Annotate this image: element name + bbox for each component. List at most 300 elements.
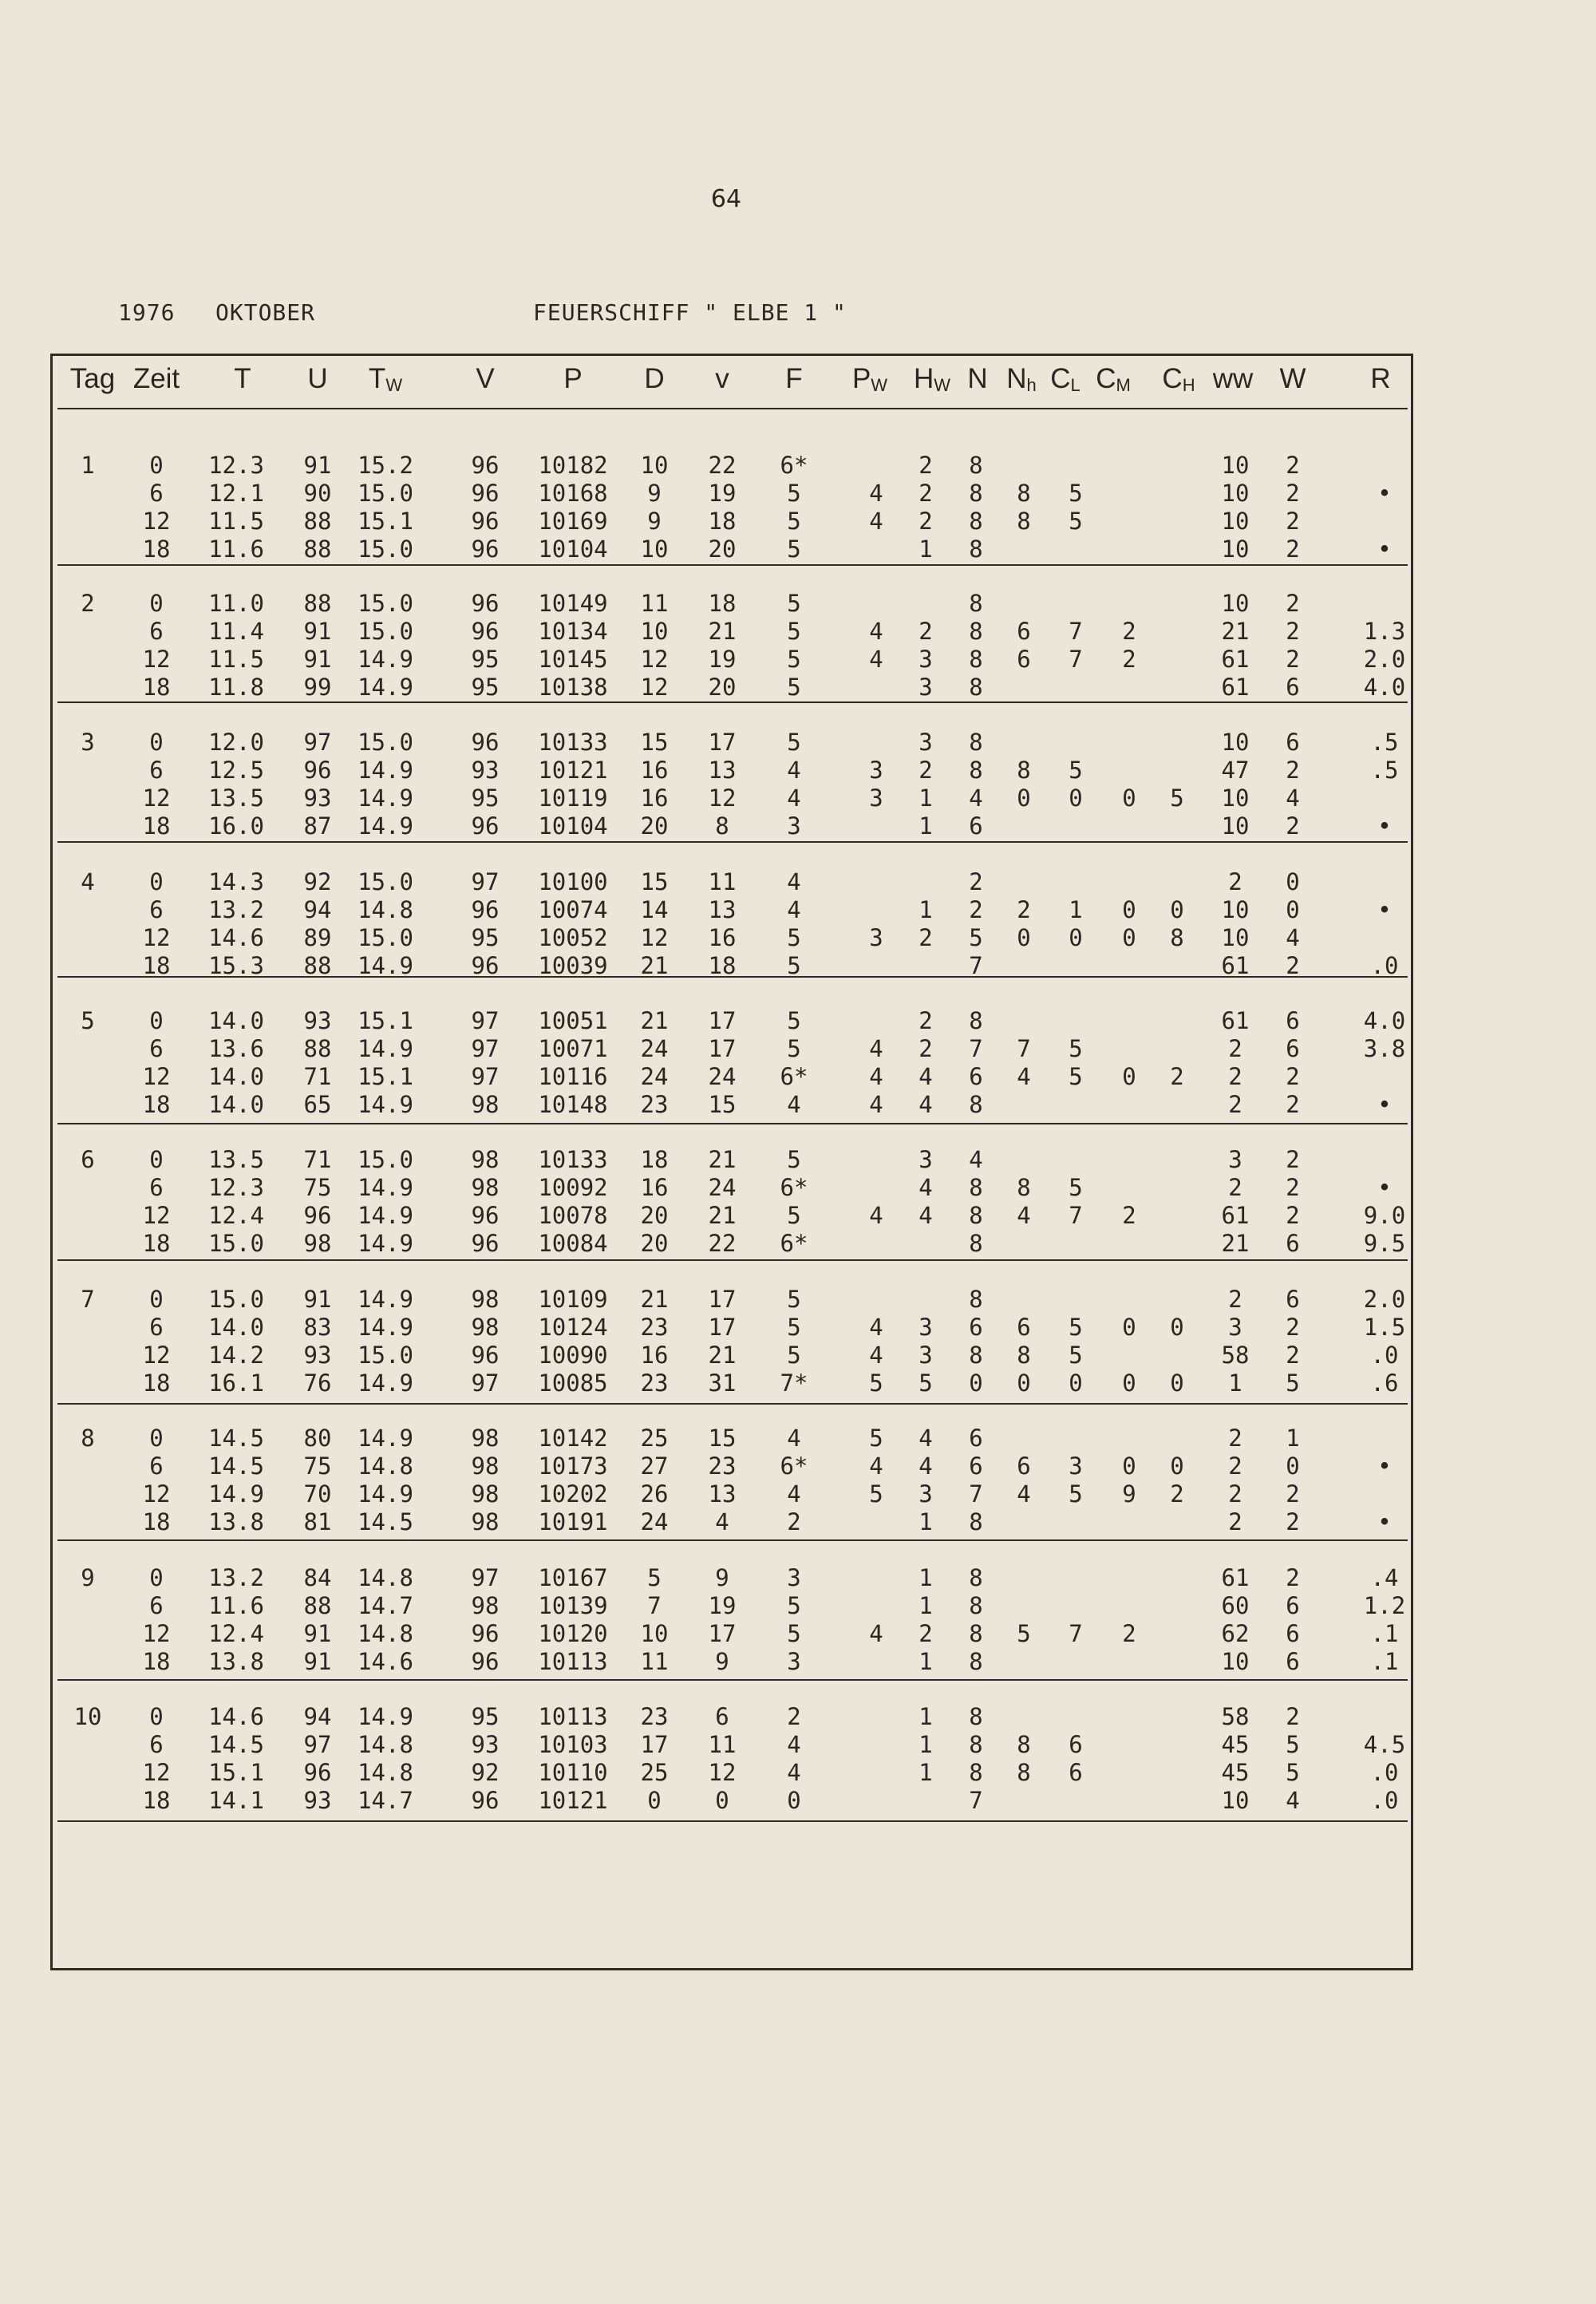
day-separator [57,564,1408,566]
column-header [698,363,746,395]
table-cell: 7* [780,1369,808,1397]
table-cell: 6* [780,452,808,479]
table-cell: 4 [869,480,883,507]
page-number: 64 [710,185,742,213]
column-header-main: Zeit [132,363,180,394]
table-cell: 2 [1286,1564,1300,1591]
table-cell: 14.8 [358,1620,413,1647]
table-cell: 8 [969,452,983,479]
table-cell: 16 [640,1342,669,1369]
table-cell: 13.8 [208,1648,264,1675]
table-cell: 96 [471,535,500,563]
table-cell: 3 [869,924,883,951]
table-cell: 15.0 [208,1230,264,1257]
table-cell: 22 [708,1230,737,1257]
column-header-main: v [715,363,729,394]
table-cell: 18 [708,590,737,617]
table-cell: 2 [1286,1146,1300,1173]
table-cell: 14.7 [358,1787,413,1814]
table-cell: 2 [1122,1620,1136,1647]
table-cell: 61 [1221,1007,1250,1034]
table-cell: 1 [918,535,933,563]
table-cell: 71 [303,1063,332,1090]
table-cell: 10071 [538,1035,608,1062]
table-cell: 12 [142,1342,171,1369]
table-cell: 4 [869,1452,883,1480]
table-cell: 3 [918,729,933,756]
table-cell: 89 [303,924,332,951]
table-cell: 6 [1017,618,1031,645]
table-cell: .0 [1370,952,1399,979]
table-cell: 0 [1170,896,1184,923]
table-cell: 61 [1221,1564,1250,1591]
table-cell: 96 [471,508,500,535]
column-header-main: H [913,363,934,394]
table-cell: 10104 [538,812,608,840]
table-cell: 10085 [538,1369,608,1397]
table-cell: 10113 [538,1648,608,1675]
table-cell: 0 [149,1425,164,1452]
table-cell: 12 [142,1063,171,1090]
table-cell: 12.1 [208,480,264,507]
column-header-sub: M [1116,375,1131,395]
table-cell: 6* [780,1452,808,1480]
table-cell: 2 [1228,1035,1242,1062]
table-cell: 11.6 [208,535,264,563]
table-cell: 20 [640,812,669,840]
table-cell: 96 [471,812,500,840]
table-cell: 15.0 [358,1342,413,1369]
table-cell: 12 [142,508,171,535]
table-cell: 15.0 [358,729,413,756]
table-cell: 3 [918,674,933,701]
table-cell: 2 [1228,1063,1242,1090]
table-cell: 9 [715,1564,729,1591]
table-cell: 7 [1069,1620,1083,1647]
table-cell: • [1377,1508,1392,1535]
table-cell: 2 [1286,1480,1300,1508]
column-header-main: C [1096,363,1116,394]
table-cell: 10116 [538,1063,608,1090]
table-cell: 27 [640,1452,669,1480]
table-cell: 6 [969,1314,983,1341]
table-cell: 4 [918,1425,933,1452]
table-cell: 6 [1069,1759,1083,1786]
table-cell: 11.5 [208,508,264,535]
table-cell: 19 [708,1592,737,1619]
table-cell: 5 [869,1369,883,1397]
table-cell: 11.5 [208,646,264,673]
table-cell: 15.1 [358,1007,413,1034]
table-cell: 3 [869,784,883,812]
table-cell: 23 [640,1091,669,1118]
table-cell: 93 [303,1007,332,1034]
table-cell: 12.4 [208,1620,264,1647]
table-cell: 2 [787,1508,801,1535]
table-cell: 6 [969,1452,983,1480]
table-cell: 14.9 [358,1174,413,1201]
table-cell: 96 [303,1202,332,1229]
table-cell: 6 [149,618,164,645]
table-cell: 0 [149,1703,164,1730]
table-cell: 6 [149,480,164,507]
table-cell: 95 [471,646,500,673]
table-cell: 13.6 [208,1035,264,1062]
table-cell: 8 [969,1592,983,1619]
day-number: 6 [81,1146,95,1173]
table-cell: 12.4 [208,1202,264,1229]
table-cell: 10 [1221,896,1250,923]
table-cell: 12 [142,646,171,673]
table-cell: 14.9 [358,757,413,784]
table-cell: 10121 [538,1787,608,1814]
table-cell: 0 [149,590,164,617]
table-cell: 18 [142,952,171,979]
table-cell: 0 [1069,924,1083,951]
table-cell: 10 [1221,508,1250,535]
table-cell: 16.1 [208,1369,264,1397]
table-cell: 2 [1286,1703,1300,1730]
table-cell: 13.5 [208,784,264,812]
table-cell: 16 [640,784,669,812]
table-cell: 10 [1221,784,1250,812]
table-cell: 14.8 [358,1731,413,1758]
table-cell: 8 [1170,924,1184,951]
table-cell: 4 [918,1174,933,1201]
table-cell: 0 [149,1286,164,1313]
table-cell: 6 [969,1425,983,1452]
table-cell: 18 [708,508,737,535]
table-cell: 5 [787,590,801,617]
table-cell: 0 [1017,924,1031,951]
table-cell: 10169 [538,508,608,535]
table-cell: 10074 [538,896,608,923]
day-number: 1 [81,452,95,479]
table-cell: 1 [1069,896,1083,923]
table-cell: 4 [1286,784,1300,812]
table-cell: 9 [715,1648,729,1675]
table-cell: 8 [1017,1731,1031,1758]
table-cell: 97 [471,1007,500,1034]
table-cell: 45 [1221,1759,1250,1786]
table-cell: 21 [708,618,737,645]
table-cell: 5 [787,1592,801,1619]
table-cell: 2 [918,618,933,645]
table-cell: 3 [787,1648,801,1675]
table-cell: 7 [647,1592,662,1619]
table-cell: 4 [869,1620,883,1647]
table-cell: 96 [471,1230,500,1257]
table-cell: 6* [780,1230,808,1257]
table-cell: 97 [471,1564,500,1591]
table-cell: 11.0 [208,590,264,617]
table-cell: 11 [640,1648,669,1675]
table-cell: 5 [1069,1314,1083,1341]
table-cell: 16 [640,1174,669,1201]
table-cell: 14.9 [358,952,413,979]
table-cell: 15.0 [358,480,413,507]
table-cell: 9 [647,508,662,535]
table-cell: 96 [471,1787,500,1814]
table-cell: 96 [471,618,500,645]
table-cell: 1 [918,784,933,812]
table-cell: 96 [471,480,500,507]
table-cell: 10149 [538,590,608,617]
table-cell: 24 [708,1174,737,1201]
table-cell: 8 [969,757,983,784]
table-cell: 88 [303,590,332,617]
table-cell: 19 [708,480,737,507]
table-cell: 12 [640,646,669,673]
table-cell: 96 [471,590,500,617]
table-cell: 6 [1286,1007,1300,1034]
table-cell: 4 [969,784,983,812]
table-cell: 2 [1286,1063,1300,1090]
table-cell: 75 [303,1174,332,1201]
table-cell: 23 [640,1369,669,1397]
table-cell: 6 [149,1314,164,1341]
table-cell: 6 [1286,1035,1300,1062]
table-cell: 0 [149,1007,164,1034]
table-cell: 5 [1069,757,1083,784]
table-cell: 99 [303,674,332,701]
table-cell: 14.9 [358,1703,413,1730]
day-separator [57,1403,1408,1405]
table-cell: 10109 [538,1286,608,1313]
table-cell: 8 [1017,480,1031,507]
table-cell: 11 [708,1731,737,1758]
table-cell: 88 [303,952,332,979]
column-header [294,363,342,395]
table-cell: 5 [787,646,801,673]
table-cell: 6 [1286,729,1300,756]
table-cell: 2 [1286,1314,1300,1341]
table-cell: 20 [640,1230,669,1257]
table-cell: 98 [471,1592,500,1619]
table-cell: 20 [708,674,737,701]
table-cell: 47 [1221,757,1250,784]
table-cell: 3 [918,646,933,673]
table-cell: 21 [1221,618,1250,645]
table-cell: 23 [708,1452,737,1480]
table-cell: 10 [1221,590,1250,617]
table-cell: 5 [1286,1731,1300,1758]
table-cell: 70 [303,1480,332,1508]
table-cell: 12 [708,1759,737,1786]
table-cell: 4 [918,1063,933,1090]
column-header-main: R [1370,363,1391,394]
table-cell: 3 [1069,1452,1083,1480]
table-cell: 10 [1221,452,1250,479]
table-cell: 4 [869,1063,883,1090]
table-cell: 6 [149,757,164,784]
table-cell: 91 [303,1286,332,1313]
table-cell: 15 [708,1425,737,1452]
table-cell: 6 [1286,1230,1300,1257]
table-cell: 0 [1122,1369,1136,1397]
table-cell: 17 [708,1007,737,1034]
table-cell: 10121 [538,757,608,784]
table-cell: 0 [1069,784,1083,812]
table-cell: 14 [640,896,669,923]
column-header [838,363,902,396]
column-header [1081,363,1145,396]
table-cell: 12 [142,924,171,951]
table-cell: 4.5 [1363,1731,1406,1758]
table-cell: 24 [640,1508,669,1535]
table-cell: 8 [969,1508,983,1535]
table-cell: 0 [715,1787,729,1814]
table-cell: 10168 [538,480,608,507]
header-year: 1976 [118,299,176,326]
table-cell: 7 [969,952,983,979]
column-header-main: C [1050,363,1071,394]
table-cell: 93 [471,757,500,784]
table-cell: 60 [1221,1592,1250,1619]
table-cell: 2 [1286,590,1300,617]
table-cell: 93 [471,1731,500,1758]
table-cell: 14.9 [358,812,413,840]
day-number: 9 [81,1564,95,1591]
table-cell: 10173 [538,1452,608,1480]
column-header [1349,363,1412,395]
table-cell: 14.8 [358,896,413,923]
table-cell: 6 [1286,1648,1300,1675]
table-cell: 15.0 [358,924,413,951]
table-cell: 97 [471,1369,500,1397]
table-cell: 13.2 [208,896,264,923]
table-cell: 4 [787,896,801,923]
table-cell: 0 [1122,1063,1136,1090]
table-cell: 0 [1122,784,1136,812]
table-cell: 5 [1017,1620,1031,1647]
table-cell: 21 [640,1286,669,1313]
table-cell: 1 [918,896,933,923]
table-cell: 10051 [538,1007,608,1034]
table-cell: 14.0 [208,1314,264,1341]
column-header-main: C [1162,363,1183,394]
table-cell: 90 [303,480,332,507]
table-cell: 12 [640,674,669,701]
table-cell: 25 [640,1759,669,1786]
table-cell: 23 [640,1703,669,1730]
table-cell: 10 [1221,924,1250,951]
table-cell: 61 [1221,952,1250,979]
column-header [124,363,188,395]
table-cell: 8 [969,674,983,701]
table-cell: 10104 [538,535,608,563]
table-cell: 6 [149,1174,164,1201]
column-header [630,363,678,395]
table-cell: 8 [969,1230,983,1257]
column-header [1205,363,1261,395]
table-cell: 6 [149,896,164,923]
table-cell: 2 [918,1035,933,1062]
table-cell: 10139 [538,1592,608,1619]
column-header-main: Tag [69,363,116,394]
column-header-main: P [851,363,871,394]
table-cell: 10138 [538,674,608,701]
table-cell: 2 [787,1703,801,1730]
table-cell: 92 [471,1759,500,1786]
table-cell: 2 [969,868,983,895]
table-cell: 5 [1069,508,1083,535]
table-cell: 7 [1069,646,1083,673]
table-cell: 96 [471,729,500,756]
table-cell: 8 [969,1091,983,1118]
table-cell: 4 [787,1480,801,1508]
header-rule [57,408,1408,409]
table-cell: 4 [869,1342,883,1369]
table-cell: 96 [471,1648,500,1675]
table-cell: 0 [1122,1452,1136,1480]
table-cell: 2 [1286,1342,1300,1369]
table-cell: 4 [787,757,801,784]
table-cell: 15.0 [358,618,413,645]
table-cell: 17 [708,1314,737,1341]
table-cell: 0 [1286,868,1300,895]
table-cell: 5 [787,535,801,563]
table-cell: 96 [471,1202,500,1229]
column-header-sub: W [385,375,403,395]
table-cell: 2 [918,452,933,479]
table-cell: 6 [969,1063,983,1090]
table-cell: 5 [647,1564,662,1591]
table-cell: 92 [303,868,332,895]
table-cell: 97 [471,1035,500,1062]
column-header-main: W [1279,363,1306,394]
table-cell: 2 [1228,868,1242,895]
table-cell: 14.6 [208,924,264,951]
table-cell: 5 [1286,1759,1300,1786]
table-cell: 14.8 [358,1759,413,1786]
header-month: OKTOBER [215,299,316,326]
table-cell: 6 [149,1731,164,1758]
table-cell: 96 [303,1759,332,1786]
table-cell: .0 [1370,1342,1399,1369]
table-cell: 4 [787,1759,801,1786]
column-header [1147,363,1211,396]
table-cell: 7 [969,1035,983,1062]
table-cell: 2 [1286,646,1300,673]
table-cell: 14.9 [358,1425,413,1452]
table-cell: 5 [787,618,801,645]
table-cell: 23 [640,1314,669,1341]
table-cell: .0 [1370,1787,1399,1814]
table-cell: 0 [1170,1452,1184,1480]
table-cell: 2 [1228,1286,1242,1313]
table-cell: 97 [471,868,500,895]
table-cell: 18 [142,535,171,563]
table-cell: 4.0 [1363,674,1406,701]
table-cell: 8 [969,1286,983,1313]
column-header [900,363,964,396]
table-cell: 4 [869,1314,883,1341]
table-cell: 81 [303,1508,332,1535]
table-cell: 14.9 [358,1202,413,1229]
table-cell: 91 [303,1648,332,1675]
table-cell: 13.5 [208,1146,264,1173]
table-cell: 4 [1286,924,1300,951]
table-cell: 15.0 [358,868,413,895]
table-cell: 10 [1221,812,1250,840]
table-cell: 8 [1017,508,1031,535]
table-cell: 0 [1286,896,1300,923]
table-cell: 58 [1221,1703,1250,1730]
column-header [61,363,124,395]
table-cell: 10 [640,618,669,645]
table-cell: 14.9 [358,784,413,812]
